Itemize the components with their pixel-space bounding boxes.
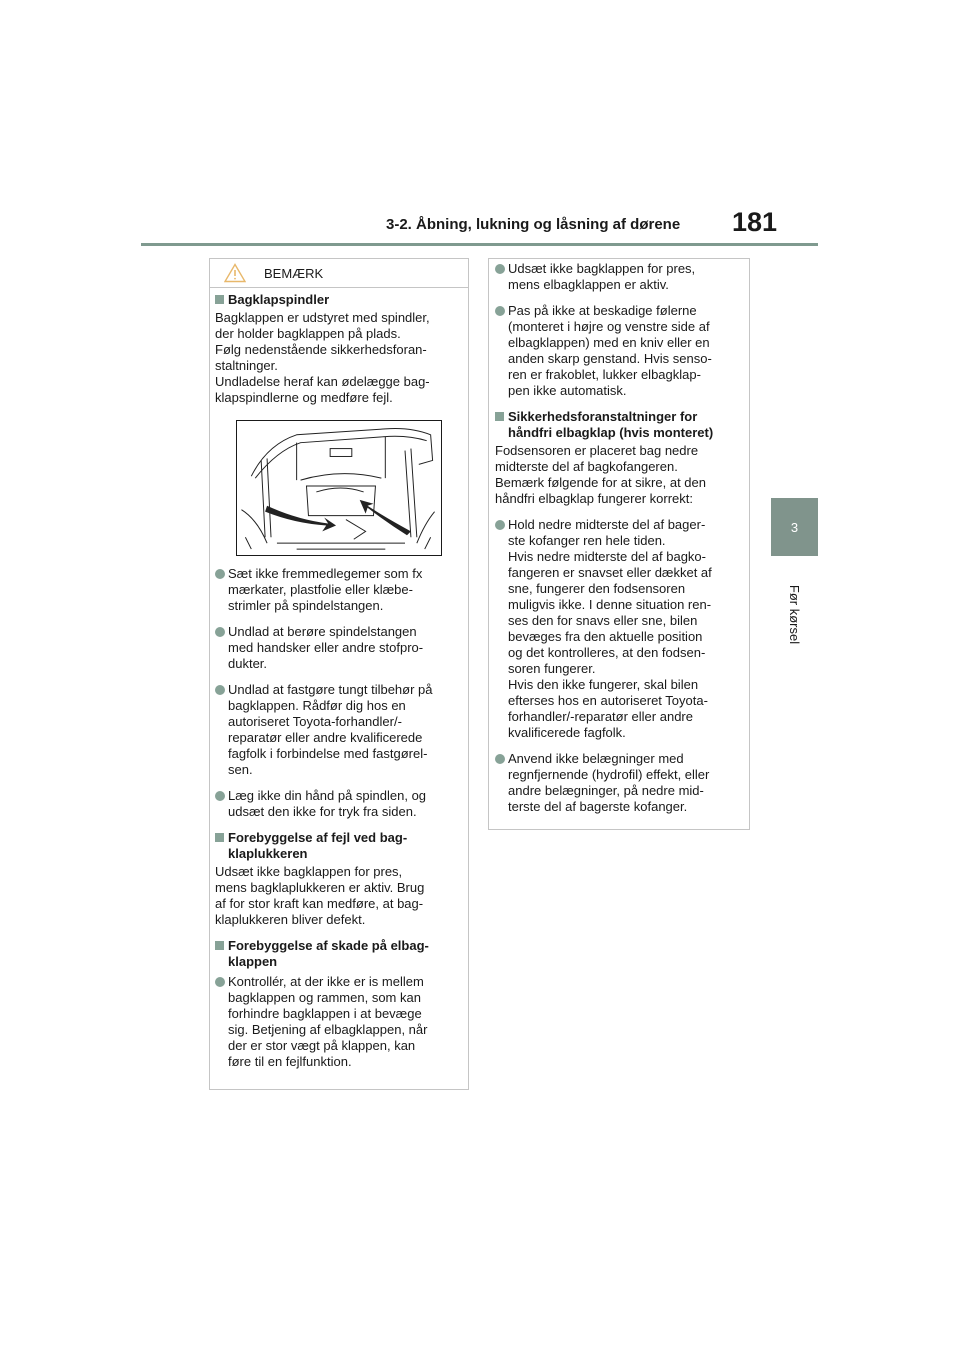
bullet-item: Anvend ikke belægninger med regnfjernende (hydrofil) effekt, eller andre belægninger, på nedre mid- terste del af bagerste kofanger. [495,751,745,815]
paragraph-bagklapspindler: Bagklappen er udstyret med spindler, der holder bagklappen på plads. Følg nedenstående sikkerhedsforan- staltninger. Undladelse heraf kan ødelægge bag- klapspindlerne og medføre fejl. [215,310,430,405]
heading-bagklaplukker: Forebyggelse af fejl ved bag- klaplukkeren [215,830,462,862]
bullet-list-spindler [215,566,462,820]
bullet-item: Udsæt ikke bagklappen for pres, mens elbagklappen er aktiv. [495,261,745,293]
bullet-item: Undlad at berøre spindelstangen med handsker eller andre stofpro- dukter. [215,624,462,672]
section-title: 3-2. Åbning, lukning og låsning af dørene [386,216,681,233]
bullet-item: Sæt ikke fremmedlegemer som fx mærkater, plastfolie eller klæbe- strimler på spindelstangen. [215,566,462,614]
notice-header [210,259,468,288]
bullet-item: Læg ikke din hånd på spindlen, og udsæt den ikke for tryk fra siden. [215,788,462,820]
chapter-label-container [770,574,820,654]
notice-label: BEMÆRK [264,265,324,281]
chapter-label: Før kørsel [787,584,803,644]
left-column-content [210,288,468,1070]
notice-panel-right [488,258,750,830]
paragraph-fodsensor: Fodsensoren er placeret bag nedre midterste del af bagkofangeren. Bemærk følgende for at sikre, at den håndfri elbagklap fungerer korrekt: [495,443,706,506]
bullet-item: Pas på ikke at beskadige følerne (monteret i højre og venstre side af elbagklappen) med en kniv eller en anden skarp genstand. Hvis senso- ren er frakoblet, lukker elbagklap- pen ikke automatisk. [495,303,745,399]
notice-panel-left [209,258,469,1090]
heading-handfri-elbagklap: Sikkerhedsforanstaltninger for håndfri elbagklap (hvis monteret) [495,409,745,441]
paragraph-bagklaplukker: Udsæt ikke bagklappen for pres, mens bagklaplukkeren er aktiv. Brug af for stor kraft kan medføre, at bag- klaplukkeren bliver defekt. [215,864,425,927]
heading-bagklapspindler: Bagklapspindler [215,292,462,308]
bullet-item: Kontrollér, at der ikke er is mellem bagklappen og rammen, som kan forhindre bagklappen i at bevæge sig. Betjening af elbagklappen, når der er stor vægt på klappen, kan føre til en fejlfunktion. [215,974,462,1070]
bullet-item: Undlad at fastgøre tungt tilbehør på bagklappen. Rådfør dig hos en autoriseret Toyota-forhandler/- reparatør eller andre kvalificerede fagfolk i forbindelse med fastgørel- sen. [215,682,462,778]
page-number: 181 [732,207,778,237]
bullet-item: Hold nedre midterste del af bager- ste kofanger ren hele tiden. Hvis nedre midterste del af bagko- fangeren er snavset eller dækket af sne, fungerer den fodsensoren muligvis ikke. I denne situation ren- ses den for snavs eller sne, bilen bevæges fra den aktuelle position og det kontrolleres, at den fodsen- soren fungerer. Hvis den ikke fungerer, skal bilen efterses hos en autoriseret Toyota- forhandler/-reparatør eller andre kvalificerede fagfolk. [495,517,745,741]
warning-triangle-icon [224,263,246,283]
chapter-tab: 3 [771,498,818,556]
tailgate-strut-illustration [236,420,442,556]
heading-elbagklap: Forebyggelse af skade på elbag- klappen [215,938,462,970]
right-column-content [489,259,749,815]
header-rule [141,243,818,246]
